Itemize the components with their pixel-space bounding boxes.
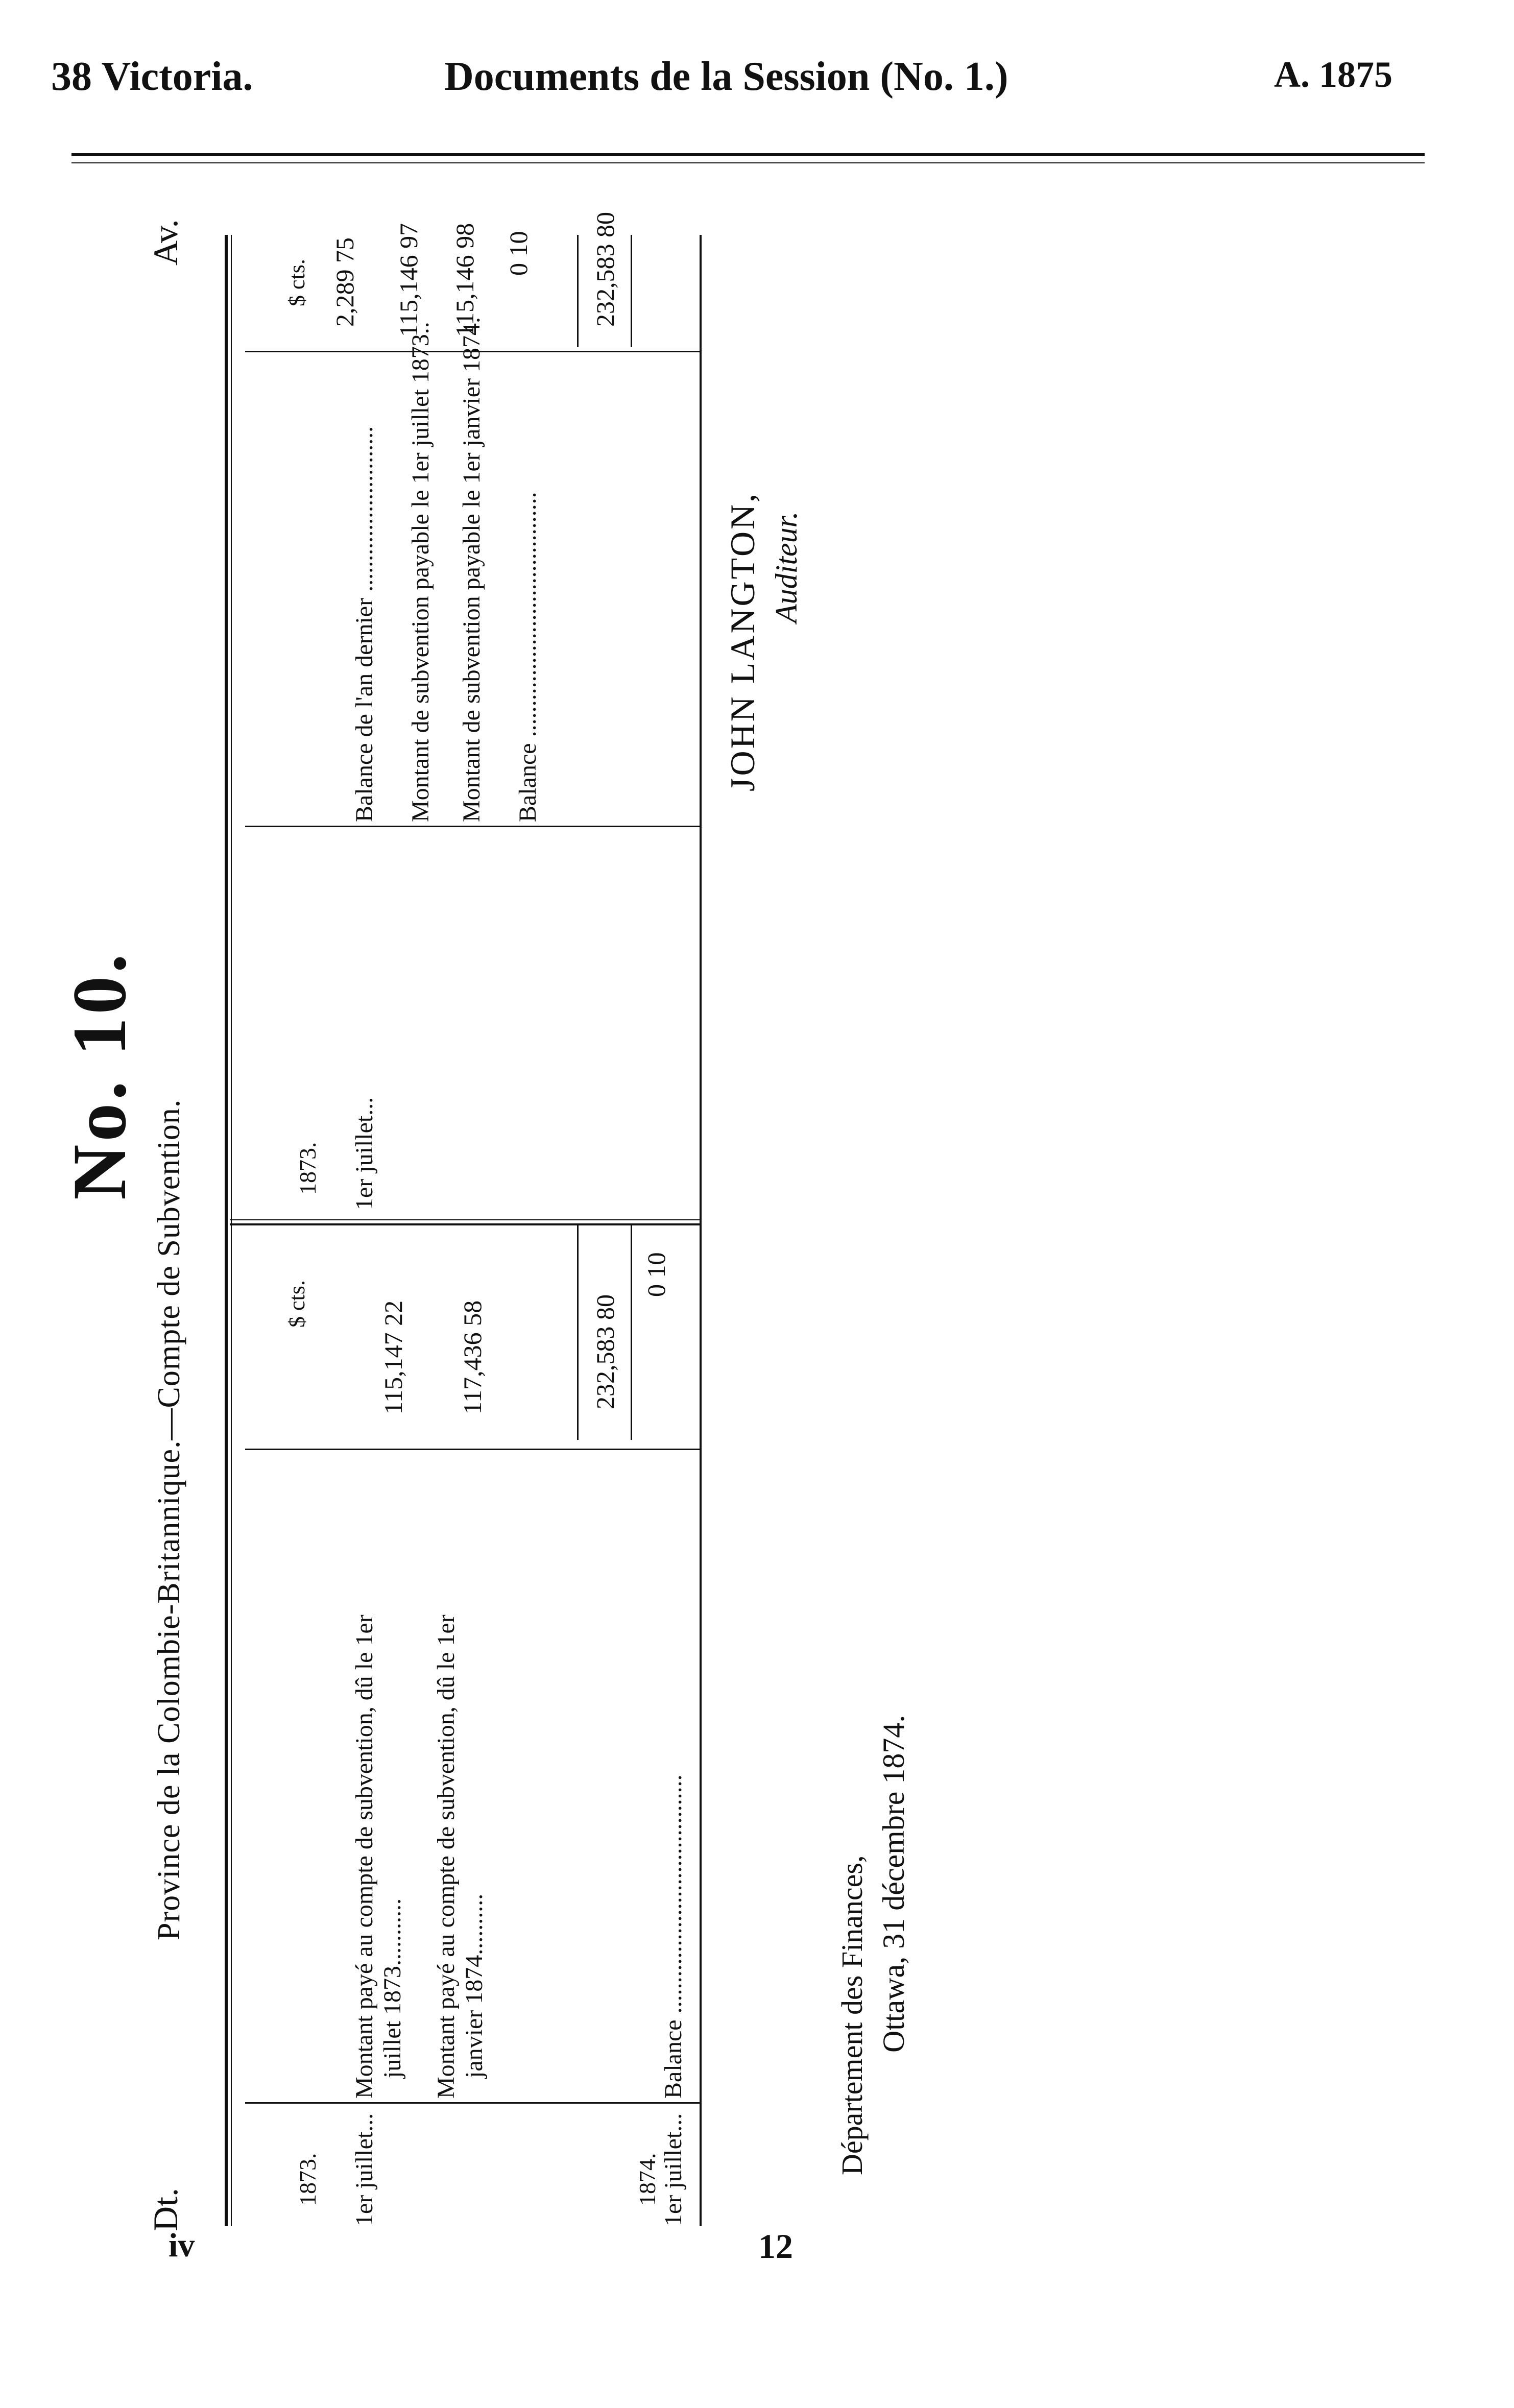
debit-entry-amount: 115,147 22 — [379, 1300, 407, 1414]
debit-balance-date: 1er juillet... — [660, 2113, 687, 2226]
debit-year-2: 1874. — [634, 2153, 660, 2206]
header-rule — [71, 153, 1425, 156]
credit-entry-desc: Montant de subvention payable le 1er janvier 1874. — [458, 317, 485, 822]
center-divider — [230, 1223, 700, 1225]
header-document-title: Documents de la Session (No. 1.) — [444, 54, 1008, 99]
debit-entry-desc: Montant payé au compte de subvention, dû le 1er — [351, 1615, 378, 2099]
credit-total-rule-bottom — [631, 235, 632, 347]
debit-year: 1873. — [295, 2153, 321, 2206]
credit-entry-amount: 115,146 98 — [450, 223, 479, 337]
auditor-name: JOHN LANGTON, — [723, 491, 762, 791]
debit-date-col-rule — [245, 2102, 700, 2104]
header-series: A. 1875 — [1274, 54, 1392, 95]
debit-entry-amount: 117,436 58 — [458, 1300, 487, 1414]
center-divider-thin — [230, 1219, 700, 1220]
credit-total-rule-top — [577, 235, 579, 347]
credit-entry-amount: 0 10 — [504, 231, 533, 276]
credit-entry-amount: 115,146 97 — [394, 223, 423, 337]
department-name: Département des Finances, — [835, 1855, 869, 2175]
header-session-year: 38 Victoria. — [51, 54, 253, 99]
debit-entry-desc-cont: janvier 1874.......... — [461, 1893, 488, 2078]
credit-entry-date: 1er juillet... — [351, 1097, 378, 1210]
document-number: No. 10. — [57, 951, 142, 1200]
table-bottom-rule — [700, 235, 702, 2226]
credit-entry-amount: 2,289 75 — [330, 237, 359, 327]
debit-entry-date: 1er juillet... — [351, 2113, 378, 2226]
debit-balance-desc: Balance ....................................... — [660, 1774, 687, 2099]
debit-total: 232,583 80 — [591, 1294, 619, 1409]
page-number: 12 — [758, 2227, 793, 2266]
credit-entry-desc: Balance de l'an dernier ........................... — [351, 426, 378, 822]
debit-label: Dt. — [146, 2188, 185, 2231]
debit-entry-desc-cont: juillet 1873........... — [379, 1898, 406, 2078]
header-rule-thin — [71, 162, 1425, 163]
credit-year: 1873. — [295, 1142, 321, 1195]
debit-balance-amount: 0 10 — [642, 1252, 670, 1297]
credit-entry-desc: Balance ........................................ — [514, 492, 541, 822]
account-subtitle: Province de la Colombie-Britannique.—Compte de Subvention. — [152, 1099, 186, 1940]
table-top-rule — [225, 235, 228, 2226]
table-top-rule-thin — [231, 235, 232, 2226]
debit-amount-col-rule — [245, 1449, 700, 1450]
credit-total: 232,583 80 — [591, 212, 619, 327]
debit-entry-desc: Montant payé au compte de subvention, dû le 1er — [432, 1615, 460, 2099]
credit-label: Av. — [146, 219, 185, 266]
debit-total-rule-top — [577, 1225, 579, 1440]
debit-currency-header: $ cts. — [284, 1280, 309, 1328]
roman-page-number: iv — [169, 2227, 195, 2264]
credit-entry-desc: Montant de subvention payable le 1er juillet 1873.. — [407, 322, 434, 822]
debit-total-rule-bottom — [631, 1225, 632, 1440]
credit-currency-header: $ cts. — [284, 259, 309, 306]
rotated-account-page — [0, 179, 1353, 2247]
auditor-title: Auditeur. — [770, 511, 803, 623]
credit-date-col-rule — [245, 826, 700, 827]
department-date: Ottawa, 31 décembre 1874. — [877, 1715, 910, 2053]
